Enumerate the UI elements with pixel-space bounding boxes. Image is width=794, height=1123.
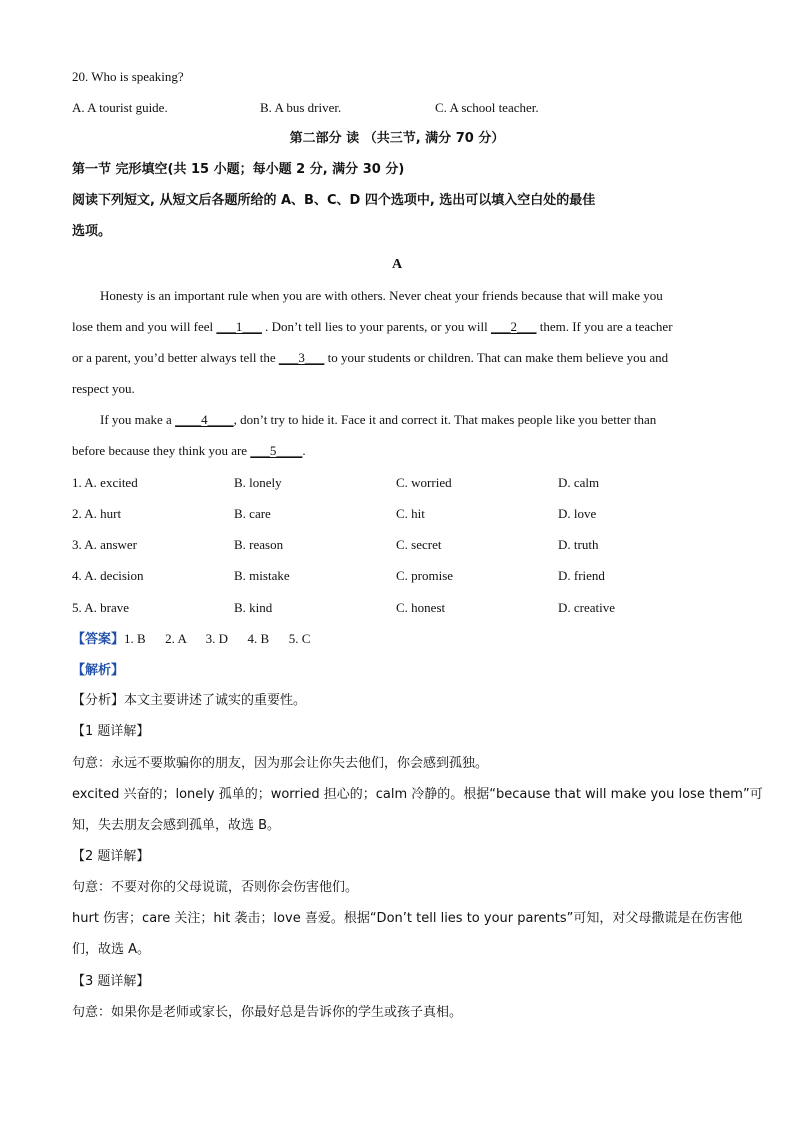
passage-text: . Don’t tell lies to your parents, or you will xyxy=(261,319,491,334)
q3-detail-heading: 【3 题详解】 xyxy=(72,974,150,989)
q2-option-c: C. hit xyxy=(396,506,425,521)
q2-explanation-2: 们，故选 A。 xyxy=(72,942,151,957)
passage-text: or a parent, you’d better always tell the xyxy=(72,350,279,365)
q1-explanation-2: 知，失去朋友会感到孤单，故选 B。 xyxy=(72,818,281,833)
blank-1: ___1___ xyxy=(216,319,262,334)
passage-p2-line-1 xyxy=(100,411,656,429)
blank-4: ____4____ xyxy=(175,412,234,427)
passage-text: If you make a xyxy=(100,412,176,427)
passage-p1-line-4: respect you. xyxy=(72,381,135,396)
blank-5: ___5____ xyxy=(250,443,303,458)
q5-option-d: D. creative xyxy=(558,600,616,615)
analysis-row xyxy=(72,661,124,680)
q1-option-a: 1. A. excited xyxy=(72,475,138,490)
q1-option-d: D. calm xyxy=(558,475,600,490)
q5-option-a: 5. A. brave xyxy=(72,600,130,615)
q3-option-a: 3. A. answer xyxy=(72,537,137,552)
q4-option-c: C. promise xyxy=(396,568,454,583)
q1-option-b: B. lonely xyxy=(234,475,282,490)
answer-values: 1. B 2. A 3. D 4. B 5. C xyxy=(124,631,311,646)
passage-text: . xyxy=(302,443,306,458)
instruction-line-2: 选项。 xyxy=(72,224,112,239)
passage-text: lose them and you will feel xyxy=(72,319,217,334)
q2-option-b: B. care xyxy=(234,506,271,521)
passage-letter: A xyxy=(391,257,403,272)
q2-detail-heading: 【2 题详解】 xyxy=(72,849,150,864)
q20-option-a: A. A tourist guide. xyxy=(72,100,168,115)
q20-option-b: B. A bus driver. xyxy=(260,100,342,115)
q2-explanation-1: hurt 伤害；care 关注；hit 袭击；love 喜爱。根据“Don’t tell lies to your parents”可知，对父母撒谎是在伤害他 xyxy=(72,911,743,926)
analysis-label: 【解析】 xyxy=(72,663,125,678)
passage-text: to your students or children. That can make them believe you and xyxy=(324,350,669,365)
answer-label: 【答案】 xyxy=(72,632,125,647)
q1-detail-heading: 【1 题详解】 xyxy=(72,724,150,739)
q3-option-d: D. truth xyxy=(558,537,599,552)
part2-title: 第二部分 读 （共三节, 满分 70 分） xyxy=(289,131,505,146)
q5-option-b: B. kind xyxy=(234,600,273,615)
passage-p1-line-2 xyxy=(72,318,673,336)
analysis-summary: 【分析】本文主要讲述了诚实的重要性。 xyxy=(72,693,307,708)
q4-option-d: D. friend xyxy=(558,568,605,583)
q3-option-b: B. reason xyxy=(234,537,284,552)
passage-text: , don’t try to hide it. Face it and correct it. That makes people like you better than xyxy=(233,412,657,427)
q1-option-c: C. worried xyxy=(396,475,452,490)
passage-p1-line-1: Honesty is an important rule when you are with others. Never cheat your friends because that will make you xyxy=(100,288,663,303)
question-20: 20. Who is speaking? xyxy=(72,69,184,84)
q3-meaning: 句意：如果你是老师或家长，你最好总是告诉你的学生或孩子真相。 xyxy=(72,1005,463,1020)
q4-option-a: 4. A. decision xyxy=(72,568,144,583)
passage-text: before because they think you are xyxy=(72,443,251,458)
q1-explanation-1: excited 兴奋的；lonely 孤单的；worried 担心的；calm 冷静的。根据“because that will make you lose them”可 xyxy=(72,787,763,802)
section1-title: 第一节 完形填空(共 15 小题；每小题 2 分, 满分 30 分) xyxy=(72,162,405,177)
answer-row xyxy=(72,630,310,649)
q1-meaning: 句意：永远不要欺骗你的朋友，因为那会让你失去他们，你会感到孤独。 xyxy=(72,756,489,771)
passage-p1-line-3 xyxy=(72,349,668,367)
q3-option-c: C. secret xyxy=(396,537,442,552)
passage-text: them. If you are a teacher xyxy=(536,319,673,334)
q2-meaning: 句意：不要对你的父母说谎，否则你会伤害他们。 xyxy=(72,880,359,895)
q4-option-b: B. mistake xyxy=(234,568,290,583)
passage-p2-line-2 xyxy=(72,442,306,460)
instruction-line-1: 阅读下列短文, 从短文后各题所给的 A、B、C、D 四个选项中, 选出可以填入空白处的最佳 xyxy=(72,193,596,208)
q20-option-c: C. A school teacher. xyxy=(435,100,539,115)
blank-2: ___2___ xyxy=(490,319,537,334)
q2-option-d: D. love xyxy=(558,506,597,521)
q2-option-a: 2. A. hurt xyxy=(72,506,122,521)
q5-option-c: C. honest xyxy=(396,600,446,615)
blank-3: ___3___ xyxy=(278,350,325,365)
